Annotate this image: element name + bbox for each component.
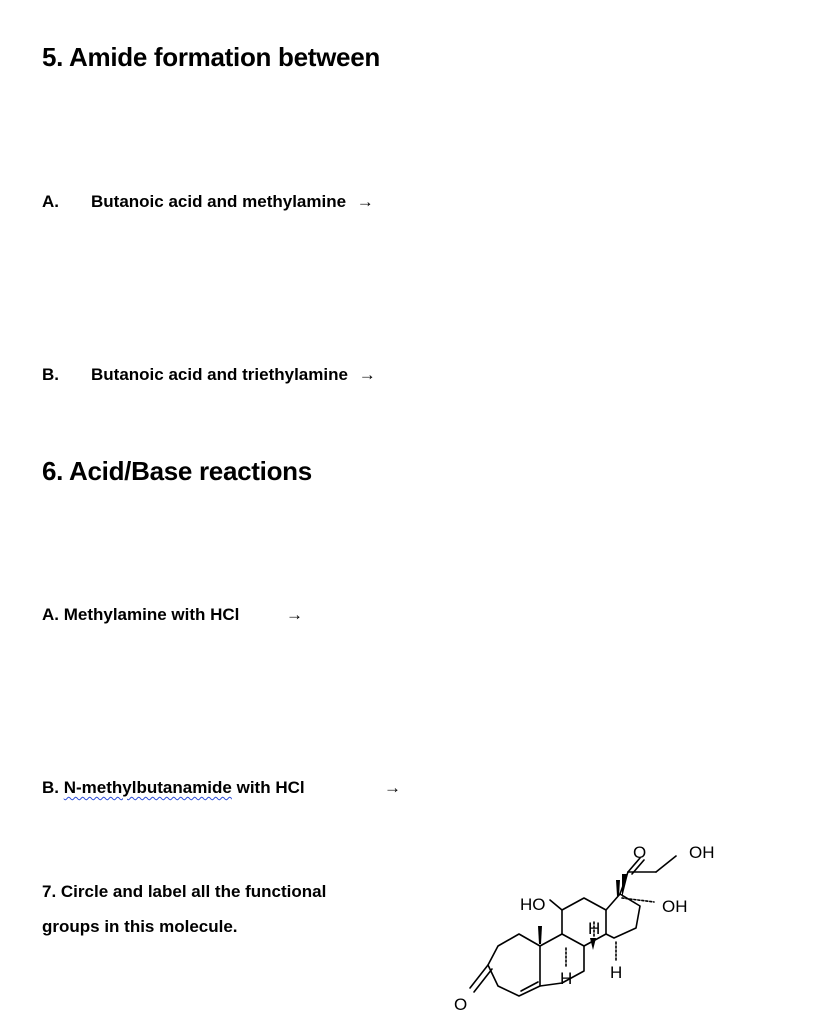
arrow-right-icon: → xyxy=(384,778,401,797)
arrow-right-icon: → xyxy=(356,192,374,211)
arrow-right-icon: → xyxy=(286,605,303,624)
item-5a-text xyxy=(91,192,374,212)
label-h-1: H xyxy=(560,969,573,988)
item-5a-marker: A. xyxy=(42,192,59,211)
hydrogen-wedge xyxy=(590,938,596,950)
section-6-title: 6. Acid/Base reactions xyxy=(42,456,312,486)
item-5a-label: Butanoic acid and methylamine xyxy=(91,192,347,211)
ring-d xyxy=(606,894,640,938)
label-oh-top: OH xyxy=(689,843,715,862)
methyl-wedge xyxy=(538,926,542,944)
item-6b-prefix: B. xyxy=(42,778,64,797)
label-ho: HO xyxy=(520,895,546,914)
section-5-title: 5. Amide formation between xyxy=(42,42,380,72)
label-o-ketone: O xyxy=(454,995,468,1014)
label-oh-side: OH xyxy=(662,897,688,916)
ho-bond xyxy=(550,900,562,910)
label-h-2: H xyxy=(588,919,601,938)
item-6b-label xyxy=(42,778,305,798)
label-o-carbonyl: O xyxy=(633,843,647,862)
arrow-right-icon: → xyxy=(358,365,376,384)
item-5b-marker: B. xyxy=(42,365,59,384)
ring-a xyxy=(488,934,540,996)
section-7-line-2: groups in this molecule. xyxy=(42,917,238,936)
item-6b-suffix: with HCl xyxy=(231,778,305,797)
section-7-line-1: 7. Circle and label all the functional xyxy=(42,882,327,901)
item-5b-label: Butanoic acid and triethylamine xyxy=(91,365,348,384)
item-5b-text xyxy=(91,365,376,385)
side-chain-wedge xyxy=(622,874,628,898)
item-6a-label: A. Methylamine with HCl xyxy=(42,605,240,624)
steroid-molecule-diagram xyxy=(450,838,730,1018)
ring-a-double-bond xyxy=(521,982,538,991)
spellcheck-underlined-word: N-methylbutanamide xyxy=(63,778,232,797)
label-h-3: H xyxy=(610,963,623,982)
